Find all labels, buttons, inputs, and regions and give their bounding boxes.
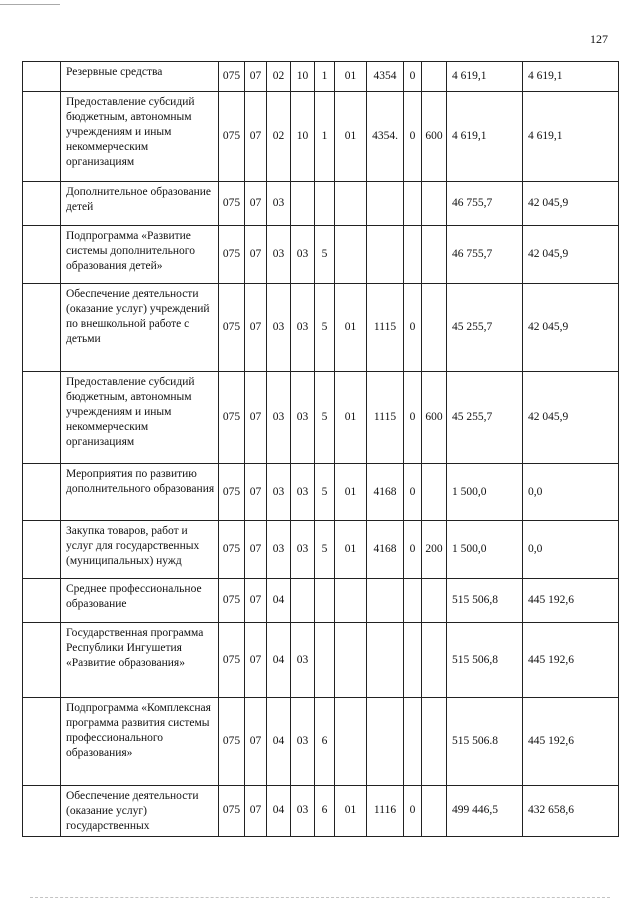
amount-year2-cell: 42 045,9: [523, 226, 619, 284]
expense-type-cell: [422, 579, 447, 623]
section-code-cell: 07: [245, 698, 267, 786]
direction-code-cell: 1115: [367, 372, 404, 464]
grbs-code-cell: 075: [219, 579, 245, 623]
subprogram-code-cell: 5: [315, 521, 335, 579]
table-row: [23, 372, 619, 464]
table-row: [23, 62, 619, 92]
program-code-cell: 03: [291, 226, 315, 284]
expense-type-cell: [422, 226, 447, 284]
row-blank-cell: [23, 521, 61, 579]
amount-year1-cell: 515 506,8: [447, 579, 523, 623]
grbs-code-cell: 075: [219, 182, 245, 226]
measure-code-cell: [335, 623, 367, 698]
subprogram-code-cell: 6: [315, 786, 335, 837]
section-code-cell: 07: [245, 182, 267, 226]
row-blank-cell: [23, 372, 61, 464]
grbs-code-cell: 075: [219, 92, 245, 182]
grbs-code-cell: 075: [219, 372, 245, 464]
expense-type-cell: [422, 464, 447, 521]
row-name-cell: Обеспечение деятельности (оказание услуг) учреждений по внешкольной работе с детьми: [61, 284, 219, 372]
section-code-cell: 07: [245, 786, 267, 837]
section-code-cell: 07: [245, 372, 267, 464]
row-blank-cell: [23, 698, 61, 786]
expense-type-cell: 600: [422, 372, 447, 464]
section-code-cell: 07: [245, 284, 267, 372]
subprogram-code-cell: 5: [315, 284, 335, 372]
amount-year2-cell: 42 045,9: [523, 372, 619, 464]
row-blank-cell: [23, 62, 61, 92]
extra-code-cell: 0: [404, 284, 422, 372]
extra-code-cell: 0: [404, 62, 422, 92]
row-blank-cell: [23, 786, 61, 837]
measure-code-cell: [335, 698, 367, 786]
subprogram-code-cell: 5: [315, 372, 335, 464]
row-name-cell: Предоставление субсидий бюджетным, автономным учреждениям и иным некоммерческим организациям: [61, 92, 219, 182]
program-code-cell: 10: [291, 92, 315, 182]
row-name-cell: Обеспечение деятельности (оказание услуг) государственных: [61, 786, 219, 837]
table-row: [23, 182, 619, 226]
extra-code-cell: 0: [404, 92, 422, 182]
scan-edge-mark: [0, 4, 60, 5]
extra-code-cell: 0: [404, 786, 422, 837]
amount-year1-cell: 515 506.8: [447, 698, 523, 786]
scan-bottom-line: [30, 897, 610, 898]
amount-year2-cell: 445 192,6: [523, 698, 619, 786]
amount-year1-cell: 45 255,7: [447, 284, 523, 372]
amount-year2-cell: 0,0: [523, 464, 619, 521]
subsection-code-cell: 03: [267, 182, 291, 226]
table-row: [23, 623, 619, 698]
section-code-cell: 07: [245, 464, 267, 521]
subsection-code-cell: 03: [267, 372, 291, 464]
measure-code-cell: [335, 182, 367, 226]
grbs-code-cell: 075: [219, 284, 245, 372]
measure-code-cell: [335, 579, 367, 623]
measure-code-cell: [335, 226, 367, 284]
subprogram-code-cell: 5: [315, 464, 335, 521]
subsection-code-cell: 03: [267, 284, 291, 372]
subsection-code-cell: 04: [267, 698, 291, 786]
row-name-cell: Закупка товаров, работ и услуг для государственных (муниципальных) нужд: [61, 521, 219, 579]
expense-type-cell: [422, 786, 447, 837]
grbs-code-cell: 075: [219, 226, 245, 284]
amount-year2-cell: 42 045,9: [523, 284, 619, 372]
extra-code-cell: 0: [404, 521, 422, 579]
measure-code-cell: 01: [335, 284, 367, 372]
subsection-code-cell: 03: [267, 464, 291, 521]
direction-code-cell: [367, 579, 404, 623]
direction-code-cell: 4354.: [367, 92, 404, 182]
row-name-cell: Дополнительное образование детей: [61, 182, 219, 226]
grbs-code-cell: 075: [219, 698, 245, 786]
extra-code-cell: [404, 623, 422, 698]
row-blank-cell: [23, 579, 61, 623]
section-code-cell: 07: [245, 62, 267, 92]
section-code-cell: 07: [245, 92, 267, 182]
expense-type-cell: [422, 62, 447, 92]
table-row: [23, 464, 619, 521]
row-blank-cell: [23, 623, 61, 698]
measure-code-cell: 01: [335, 786, 367, 837]
row-name-cell: Резервные средства: [61, 62, 219, 92]
row-name-cell: Подпрограмма «Комплексная программа развития системы профессионального образования»: [61, 698, 219, 786]
direction-code-cell: 4168: [367, 464, 404, 521]
subsection-code-cell: 04: [267, 786, 291, 837]
program-code-cell: 10: [291, 62, 315, 92]
section-code-cell: 07: [245, 623, 267, 698]
row-name-cell: Государственная программа Республики Ингушетия «Развитие образования»: [61, 623, 219, 698]
subprogram-code-cell: [315, 579, 335, 623]
direction-code-cell: [367, 698, 404, 786]
program-code-cell: 03: [291, 464, 315, 521]
row-name-cell: Среднее профессиональное образование: [61, 579, 219, 623]
extra-code-cell: [404, 579, 422, 623]
expense-type-cell: 600: [422, 92, 447, 182]
page-number: 127: [590, 32, 608, 46]
subprogram-code-cell: [315, 623, 335, 698]
subprogram-code-cell: 5: [315, 226, 335, 284]
subsection-code-cell: 03: [267, 521, 291, 579]
direction-code-cell: 4354: [367, 62, 404, 92]
section-code-cell: 07: [245, 579, 267, 623]
amount-year2-cell: 4 619,1: [523, 92, 619, 182]
row-name-cell: Предоставление субсидий бюджетным, автономным учреждениям и иным некоммерческим организациям: [61, 372, 219, 464]
direction-code-cell: [367, 226, 404, 284]
table-row: [23, 521, 619, 579]
extra-code-cell: 0: [404, 464, 422, 521]
amount-year2-cell: 445 192,6: [523, 623, 619, 698]
amount-year1-cell: 45 255,7: [447, 372, 523, 464]
amount-year2-cell: 432 658,6: [523, 786, 619, 837]
table-row: [23, 284, 619, 372]
extra-code-cell: 0: [404, 372, 422, 464]
row-blank-cell: [23, 226, 61, 284]
row-blank-cell: [23, 464, 61, 521]
extra-code-cell: [404, 182, 422, 226]
grbs-code-cell: 075: [219, 464, 245, 521]
subsection-code-cell: 02: [267, 62, 291, 92]
row-name-cell: Мероприятия по развитию дополнительного образования: [61, 464, 219, 521]
direction-code-cell: 1115: [367, 284, 404, 372]
expense-type-cell: [422, 182, 447, 226]
table-body: [23, 62, 619, 837]
subprogram-code-cell: 6: [315, 698, 335, 786]
subprogram-code-cell: [315, 182, 335, 226]
table-row: [23, 698, 619, 786]
measure-code-cell: 01: [335, 464, 367, 521]
amount-year1-cell: 499 446,5: [447, 786, 523, 837]
subsection-code-cell: 03: [267, 226, 291, 284]
table-row: [23, 786, 619, 837]
amount-year1-cell: 1 500,0: [447, 521, 523, 579]
amount-year2-cell: 0,0: [523, 521, 619, 579]
subprogram-code-cell: 1: [315, 92, 335, 182]
direction-code-cell: [367, 182, 404, 226]
grbs-code-cell: 075: [219, 521, 245, 579]
subsection-code-cell: 04: [267, 579, 291, 623]
program-code-cell: 03: [291, 698, 315, 786]
row-name-cell: Подпрограмма «Развитие системы дополнительного образования детей»: [61, 226, 219, 284]
grbs-code-cell: 075: [219, 623, 245, 698]
measure-code-cell: 01: [335, 372, 367, 464]
amount-year1-cell: 1 500,0: [447, 464, 523, 521]
row-blank-cell: [23, 182, 61, 226]
measure-code-cell: 01: [335, 92, 367, 182]
amount-year1-cell: 46 755,7: [447, 182, 523, 226]
direction-code-cell: 1116: [367, 786, 404, 837]
amount-year2-cell: 4 619,1: [523, 62, 619, 92]
expense-type-cell: [422, 698, 447, 786]
extra-code-cell: [404, 226, 422, 284]
section-code-cell: 07: [245, 521, 267, 579]
direction-code-cell: 4168: [367, 521, 404, 579]
expense-type-cell: [422, 284, 447, 372]
program-code-cell: [291, 182, 315, 226]
program-code-cell: 03: [291, 284, 315, 372]
budget-table: [22, 61, 619, 837]
program-code-cell: 03: [291, 786, 315, 837]
table-row: [23, 226, 619, 284]
program-code-cell: 03: [291, 372, 315, 464]
grbs-code-cell: 075: [219, 62, 245, 92]
row-blank-cell: [23, 92, 61, 182]
program-code-cell: [291, 579, 315, 623]
amount-year1-cell: 4 619,1: [447, 62, 523, 92]
amount-year1-cell: 46 755,7: [447, 226, 523, 284]
subprogram-code-cell: 1: [315, 62, 335, 92]
grbs-code-cell: 075: [219, 786, 245, 837]
subsection-code-cell: 04: [267, 623, 291, 698]
amount-year2-cell: 42 045,9: [523, 182, 619, 226]
extra-code-cell: [404, 698, 422, 786]
amount-year1-cell: 515 506,8: [447, 623, 523, 698]
measure-code-cell: 01: [335, 521, 367, 579]
program-code-cell: 03: [291, 521, 315, 579]
program-code-cell: 03: [291, 623, 315, 698]
expense-type-cell: [422, 623, 447, 698]
table-row: [23, 92, 619, 182]
subsection-code-cell: 02: [267, 92, 291, 182]
section-code-cell: 07: [245, 226, 267, 284]
expense-type-cell: 200: [422, 521, 447, 579]
amount-year1-cell: 4 619,1: [447, 92, 523, 182]
table-row: [23, 579, 619, 623]
direction-code-cell: [367, 623, 404, 698]
amount-year2-cell: 445 192,6: [523, 579, 619, 623]
measure-code-cell: 01: [335, 62, 367, 92]
row-blank-cell: [23, 284, 61, 372]
